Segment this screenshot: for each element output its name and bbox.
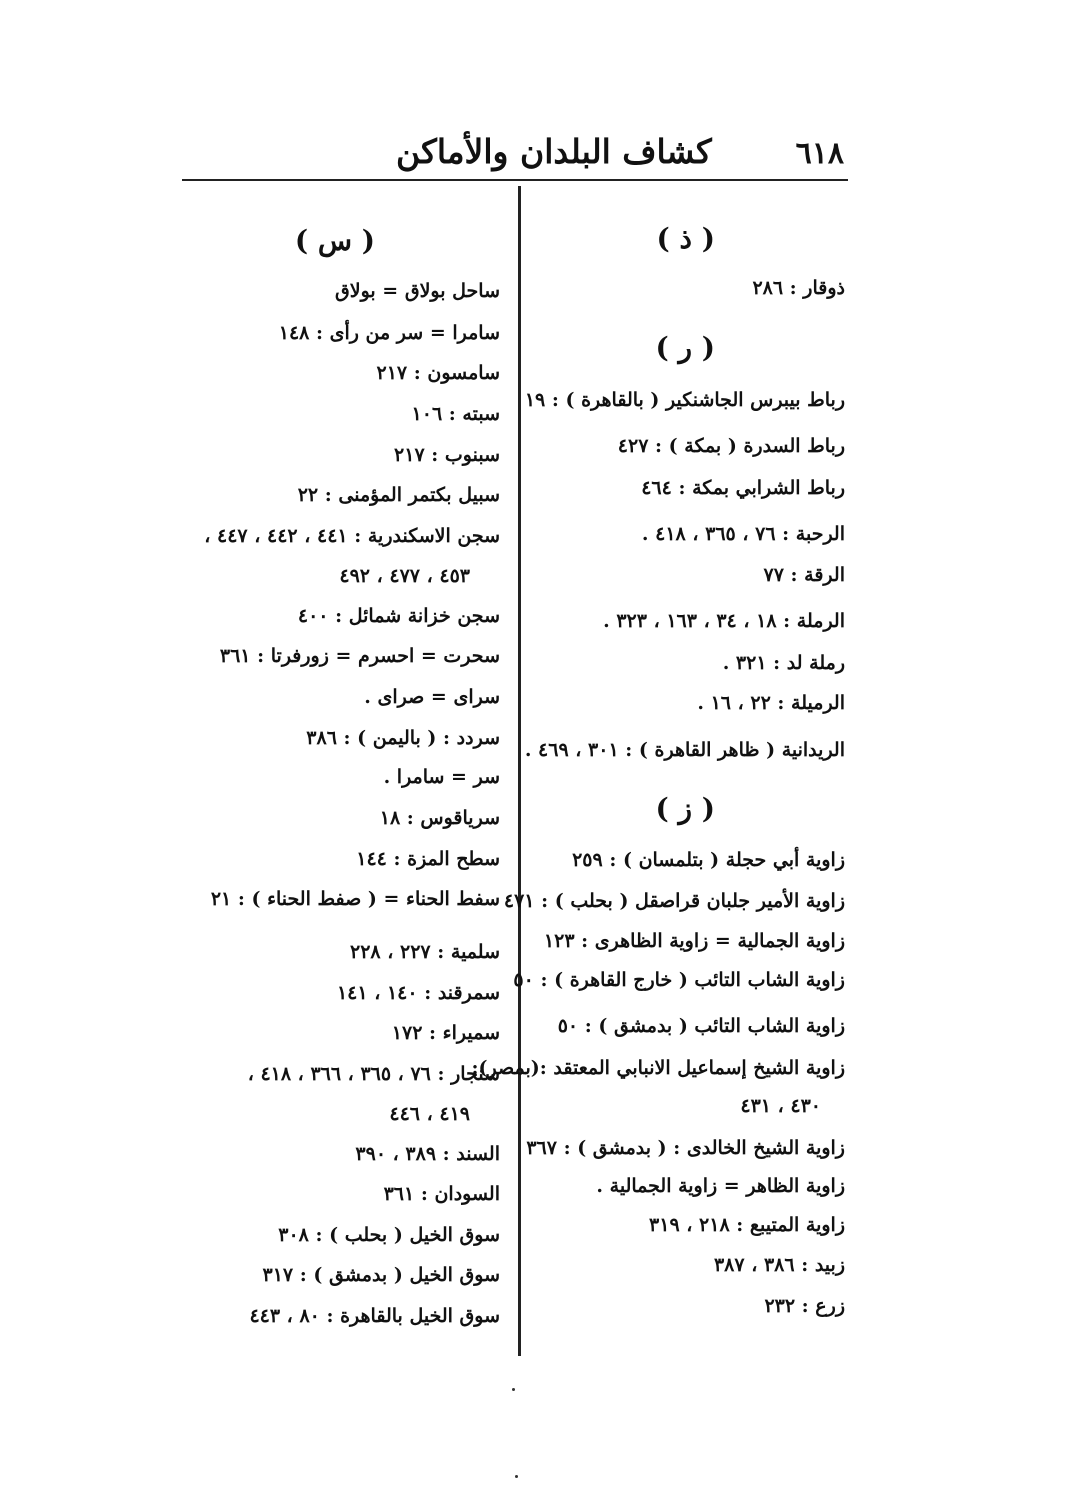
- index-entry: سحرت = احسرم = زورفرتا : ٣٦١: [219, 645, 500, 667]
- index-entry: سفط الحناء = ( صفط الحناء ) : ٢١: [210, 888, 500, 910]
- index-entry: زاوية الشيخ إسماعيل الانبابي المعتقد :(بمصر):: [471, 1057, 845, 1079]
- index-entry-continuation: ٤٥٣ ، ٤٧٧ ، ٤٩٢: [339, 565, 470, 587]
- scan-speck: [512, 1388, 515, 1391]
- index-entry: زاوية الأمير جلبان قراصقل ( بحلب ) : ٤٧١: [503, 890, 845, 912]
- index-entry: رباط السدرة ( بمكة ) : ٤٢٧: [617, 435, 845, 457]
- index-entry: ذوقار : ٢٨٦: [752, 277, 845, 299]
- index-entry: سبته : ١٠٦: [411, 403, 500, 425]
- page-header: [180, 128, 850, 182]
- index-entry: زاوية الشاب التائب ( خارج القاهرة ) : ٥٠: [513, 969, 845, 991]
- index-entry: سوق الخيل بالقاهرة : ٨٠ ، ٤٤٣: [249, 1305, 500, 1327]
- index-entry: زرع : ٢٣٢: [764, 1295, 845, 1317]
- index-entry: سردد : ( باليمن ) : ٣٨٦: [306, 727, 500, 749]
- header-rule: [182, 179, 848, 181]
- index-entry: زاوية الشيخ الخالدى : ( بدمشق ) : ٣٦٧: [526, 1137, 845, 1159]
- running-title: كشاف البلدان والأماكن: [396, 132, 712, 171]
- index-entry: السند : ٣٨٩ ، ٣٩٠: [355, 1143, 500, 1165]
- index-entry: سجن الاسكندرية : ٤٤١ ، ٤٤٢ ، ٤٤٧ ،: [204, 525, 500, 547]
- index-entry-continuation: ٤١٩ ، ٤٤٦: [389, 1103, 470, 1125]
- index-entry: الرميلة : ٢٢ ، ١٦ .: [697, 692, 845, 714]
- index-entry: سبنوب : ٢١٧: [394, 444, 500, 466]
- index-entry: سلمية : ٢٢٧ ، ٢٢٨: [350, 941, 500, 963]
- scan-speck: [515, 1475, 518, 1478]
- index-entry: زاوية المتيبع : ٢١٨ ، ٣١٩: [649, 1214, 845, 1236]
- index-entry: زبيد : ٣٨٦ ، ٣٨٧: [713, 1254, 845, 1276]
- index-entry: سمرقند : ١٤٠ ، ١٤١: [336, 982, 500, 1004]
- section-letter-sin: ( س ): [294, 224, 375, 257]
- index-entry-continuation: ٤٣٠ ، ٤٣١: [740, 1095, 821, 1117]
- index-entry: الرملة : ١٨ ، ٣٤ ، ١٦٣ ، ٣٢٣ .: [603, 610, 845, 632]
- index-entry: ساحل بولاق = بولاق: [335, 280, 500, 302]
- section-letter-zay: ( ز ): [655, 792, 715, 825]
- index-entry: رملة لد : ٣٢١ .: [722, 652, 845, 674]
- index-entry: سبيل بكتمر المؤمنى : ٢٢: [297, 484, 500, 506]
- index-entry: سرياقوس : ١٨: [379, 807, 500, 829]
- index-entry: رباط الشرابي بمكة : ٤٦٤: [641, 477, 845, 499]
- section-letter-ra: ( ر ): [655, 331, 715, 364]
- index-entry: رباط بيبرس الجاشنكير ( بالقاهرة ) : ١٩: [524, 389, 845, 411]
- index-entry: الرحبة : ٧٦ ، ٣٦٥ ، ٤١٨ .: [641, 523, 845, 545]
- index-entry: زاوية الظاهر = زاوية الجمالية .: [596, 1175, 845, 1197]
- column-divider: [518, 186, 521, 1356]
- index-entry: زاوية الشاب التائب ( بدمشق ) : ٥٠: [557, 1015, 845, 1037]
- page-number: ٦١٨: [795, 136, 844, 171]
- index-entry: السودان : ٣٦١: [383, 1183, 500, 1205]
- index-entry: سجن خزانة شمائل : ٤٠٠: [297, 605, 500, 627]
- section-letter-dhal: ( ذ ): [656, 222, 715, 255]
- index-entry: سراى = صراى .: [364, 686, 500, 708]
- index-entry: سر = سامرا .: [383, 766, 500, 788]
- index-entry: الرقة : ٧٧: [763, 564, 845, 586]
- index-entry: سامرا = سر من رأى : ١٤٨: [278, 322, 500, 344]
- index-entry: سامسون : ٢١٧: [376, 362, 500, 384]
- index-entry: سنجار : ٧٦ ، ٣٦٥ ، ٣٦٦ ، ٤١٨ ،: [247, 1063, 500, 1085]
- index-entry: سوق الخيل ( بحلب ) : ٣٠٨: [278, 1224, 500, 1246]
- index-entry: سميراء : ١٧٢: [391, 1022, 500, 1044]
- index-entry: الريدانية ( ظاهر القاهرة ) : ٣٠١ ، ٤٦٩ .: [524, 739, 845, 761]
- index-entry: سطح المزة : ١٤٤: [356, 848, 500, 870]
- index-entry: زاوية الجمالية = زاوية الظاهرى : ١٢٣: [543, 930, 845, 952]
- index-entry: زاوية أبي حجلة ( بتلمسان ) : ٢٥٩: [572, 849, 845, 871]
- index-entry: سوق الخيل ( بدمشق ) : ٣١٧: [262, 1264, 500, 1286]
